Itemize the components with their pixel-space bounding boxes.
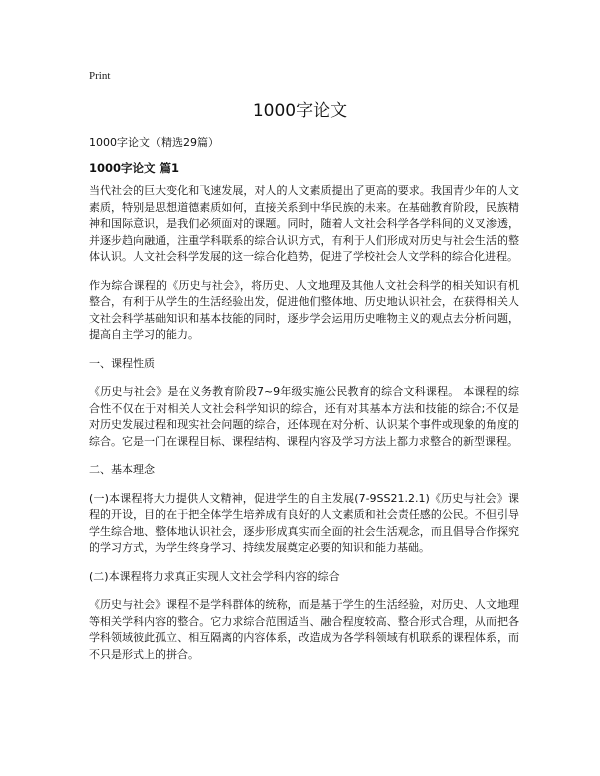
paragraph: (二)本课程将力求真正实现人文社会学科内容的综合 xyxy=(89,569,340,583)
print-link[interactable]: Print xyxy=(89,70,111,82)
paragraph: 《历史与社会》课程不是学科群体的统称，而是基于学生的生活经验，对历史、人文地理等相关学科内容的整合。它力求综合范围适当、融合程度较高、整合形式合理，从而把各学科领域彼此孤立、相互隔离的内容体系，改造成为各学科领域有机联系的课程体系，而不只是形式上的拼合。 xyxy=(89,598,519,661)
paragraph: 作为综合课程的《历史与社会》，将历史、人文地理及其他人文社会科学的相关知识有机整合，有利于从学生的生活经验出发，促进他们整体地、历史地认识社会，在获得相关人文社会科学基础知识和基本技能的同时，逐步学会运用历史唯物主义的观点去分析问题，提高自主学习的能力。 xyxy=(89,278,519,341)
paragraph: 《历史与社会》是在义务教育阶段7~9年级实施公民教育的综合文科课程。 本课程的综合性不仅在于对相关人文社会科学知识的综合，还有对其基本方法和技能的综合;不仅是对历史发展过程和现实社会问题的综合，还体现在对分析、认识某个事件或现象的角度的综合。它是一门在课程目标、课程结构、课程内容及学习方法上都力求整合的新型课程。 xyxy=(89,385,520,448)
paragraph: (一)本课程将大力提供人文精神，促进学生的自主发展(7-9SS21.2.1)《历史与社会》课程的开设，目的在于把全体学生培养成有良好的人文素质和社会责任感的公民。不但引导学生综合地、整体地认识社会，逐步形成真实而全面的社会生活观念，而且倡导合作探究的学习方式，为学生终身学习、持续发展奠定必要的知识和能力基础。 xyxy=(89,491,519,554)
section-heading: 1000字论文 篇1 xyxy=(89,161,180,175)
subheading-course-nature: 一、课程性质 xyxy=(89,356,155,370)
article-body xyxy=(89,183,519,675)
paragraph: 当代社会的巨大变化和飞速发展，对人的人文素质提出了更高的要求。我国青少年的人文素质，特别是思想道德素质如何，直接关系到中华民族的未来。在基础教育阶段，民族精神和国际意识，是我们必须面对的课题。同时，随着人文社会科学各学科间的义叉渗透，并逐步趋向融通，注重学科联系的综合认识方式，有利于人们形成对历史与社会生活的整体认识。人文社会科学发展的这一综合化趋势，促进了学校社会人文学科的综合化进程。 xyxy=(89,184,519,263)
subheading-basic-concepts: 二、基本理念 xyxy=(89,463,155,476)
document-title: 1000字论文 xyxy=(252,101,348,121)
document-subtitle: 1000字论文（精选29篇） xyxy=(89,136,219,149)
